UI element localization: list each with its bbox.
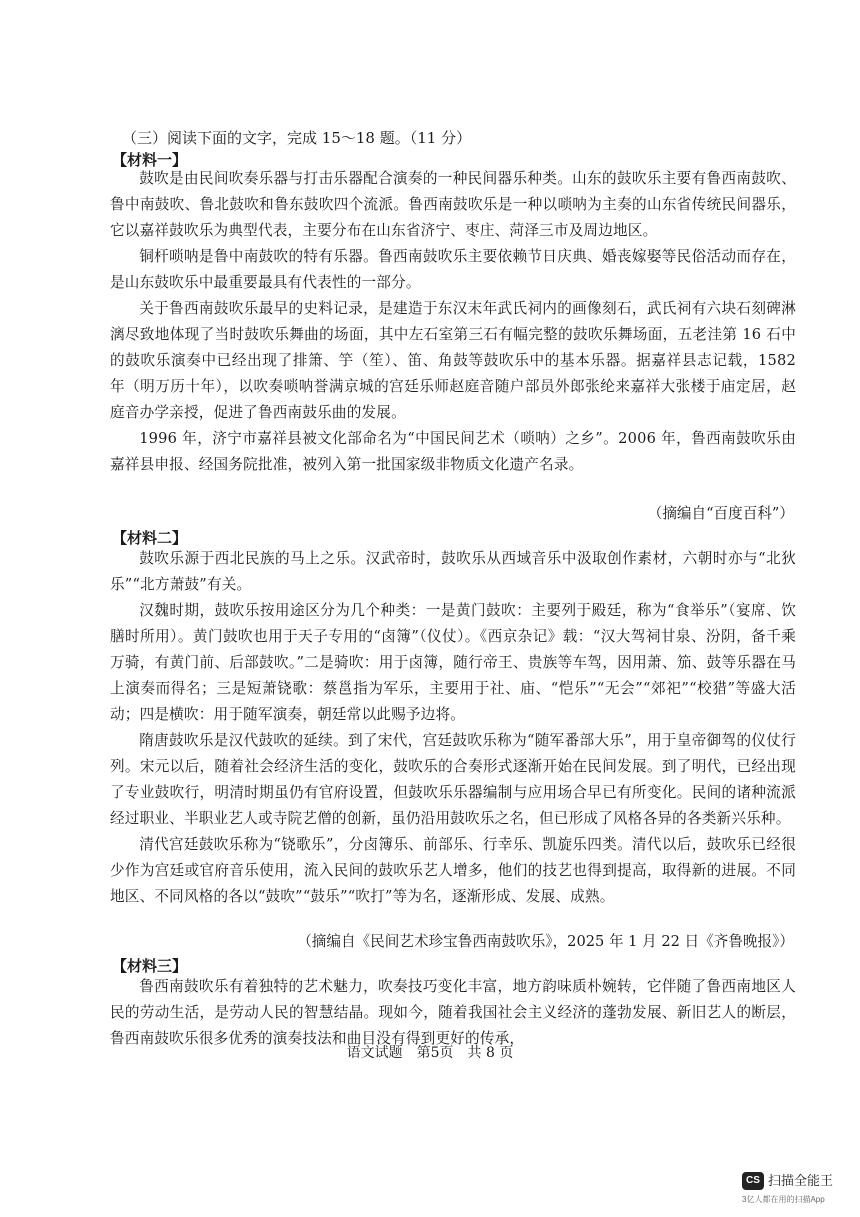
material-2-paragraph: 汉魏时期，鼓吹乐按用途区分为几个种类：一是黄门鼓吹：主要列于殿廷，称为“食举乐”（宴席、饮膳时所用）。黄门鼓吹也用于天子专用的“卤簿”（仪仗）。《西京杂记》载：“汉大驾祠甘泉、汾阴，备千乘万骑，有黄门前、后部鼓吹。”二是骑吹：用于卤簿，随行帝王、贵族等车驾，因用萧、笳、鼓等乐器在马上演奏而得名；三是短萧铙歌：蔡邕指为军乐，主要用于社、庙、“恺乐”“无会”“郊祀”“校猎”等盛大活动；四是横吹：用于随军演奏，朝廷常以此赐予边将。 [110, 602, 796, 723]
material-3-label: 【材料三】 [112, 957, 188, 975]
material-2-paragraph: 清代宫廷鼓吹乐称为“铙歌乐”，分卤簿乐、前部乐、行幸乐、凯旋乐四类。清代以后，鼓吹乐已经很少作为宫廷或官府音乐使用，流入民间的鼓吹乐艺人增多，他们的技艺也得到提高，取得新的进展。不同地区、不同风格的各以“鼓吹”“鼓乐”“吹打”等为名，逐渐形成、发展、成熟。 [110, 836, 796, 905]
watermark-tagline: 3亿人都在用的扫描App [742, 1195, 825, 1204]
material-1-source: （摘编自“百度百科”） [647, 505, 794, 522]
material-2-label: 【材料二】 [112, 529, 188, 547]
page-footer: 语文试题 第5页 共 8 页 [346, 1045, 514, 1061]
material-2-body [110, 546, 796, 910]
material-1-paragraph: 铜杆唢呐是鲁中南鼓吹的特有乐器。鲁西南鼓吹乐主要依赖节日庆典、婚丧嫁娶等民俗活动而存在，是山东鼓吹乐中最重要最具有代表性的一部分。 [110, 248, 796, 291]
scanner-watermark [742, 1172, 852, 1212]
material-1-paragraph: 关于鲁西南鼓吹乐最早的史料记录，是建造于东汉末年武氏祠内的画像刻石，武氏祠有六块石刻碑淋漓尽致地体现了当时鼓吹乐舞曲的场面，其中左石室第三石有幅完整的鼓吹乐舞场面，五老洼第 16 石中的鼓吹乐演奏中已经出现了排箫、竽（笙）、笛、角鼓等鼓吹乐中的基本乐器。据嘉祥县志记载，1582 年（明万历十年），以吹奏唢呐誉满京城的宫廷乐师赵庭音随户部员外郎张纶来嘉祥大张楼于庙定居，赵庭音办学亲授，促进了鲁西南鼓乐曲的发展。 [110, 300, 796, 421]
material-3-paragraph: 鲁西南鼓吹乐有着独特的艺术魅力，吹奏技巧变化丰富，地方韵味质朴婉转，它伴随了鲁西南地区人民的劳动生活，是劳动人民的智慧结晶。现如今，随着我国社会主义经济的蓬勃发展、新旧艺人的断层，鲁西南鼓吹乐很多优秀的演奏技法和曲目没有得到更好的传承， [110, 978, 796, 1047]
material-2-source: （摘编自《民间艺术珍宝鲁西南鼓吹乐》，2025 年 1 月 22 日《齐鲁晚报》） [297, 933, 794, 950]
watermark-app-name: 扫描全能王 [768, 1173, 834, 1188]
material-2-paragraph: 鼓吹乐源于西北民族的马上之乐。汉武帝时，鼓吹乐从西域音乐中汲取创作素材，六朝时亦与“北狄乐”“北方萧鼓”有关。 [110, 550, 796, 593]
material-2-paragraph: 隋唐鼓吹乐是汉代鼓吹的延续。到了宋代，宫廷鼓吹乐称为“随军番部大乐”，用于皇帝御驾的仪仗行列。宋元以后，随着社会经济生活的变化，鼓吹乐的合奏形式逐渐开始在民间发展。到了明代，已经出现了专业鼓吹行，明清时期虽仍有官府设置，但鼓吹乐乐器编制与应用场合早已有所变化。民间的诸种流派经过职业、半职业艺人或寺院艺僧的创新，虽仍沿用鼓吹乐之名，但已形成了风格各异的各类新兴乐种。 [110, 732, 796, 827]
material-1-paragraph: 1996 年，济宁市嘉祥县被文化部命名为“中国民间艺术（唢呐）之乡”。2006 年，鲁西南鼓吹乐由嘉祥县申报、经国务院批准，被列入第一批国家级非物质文化遗产名录。 [110, 430, 796, 473]
material-1-paragraph: 鼓吹是由民间吹奏乐器与打击乐器配合演奏的一种民间器乐种类。山东的鼓吹乐主要有鲁西南鼓吹、鲁中南鼓吹、鲁北鼓吹和鲁东鼓吹四个流派。鲁西南鼓吹乐是一种以唢呐为主奏的山东省传统民间器乐，它以嘉祥鼓吹乐为典型代表，主要分布在山东省济宁、枣庄、菏泽三市及周边地区。 [110, 170, 796, 239]
section-heading: （三）阅读下面的文字，完成 15～18 题。（11 分） [122, 129, 472, 147]
material-1-body [110, 166, 796, 478]
material-3-body [110, 974, 796, 1052]
camscanner-logo-icon: CS [742, 1172, 764, 1190]
material-1-label: 【材料一】 [112, 151, 188, 169]
